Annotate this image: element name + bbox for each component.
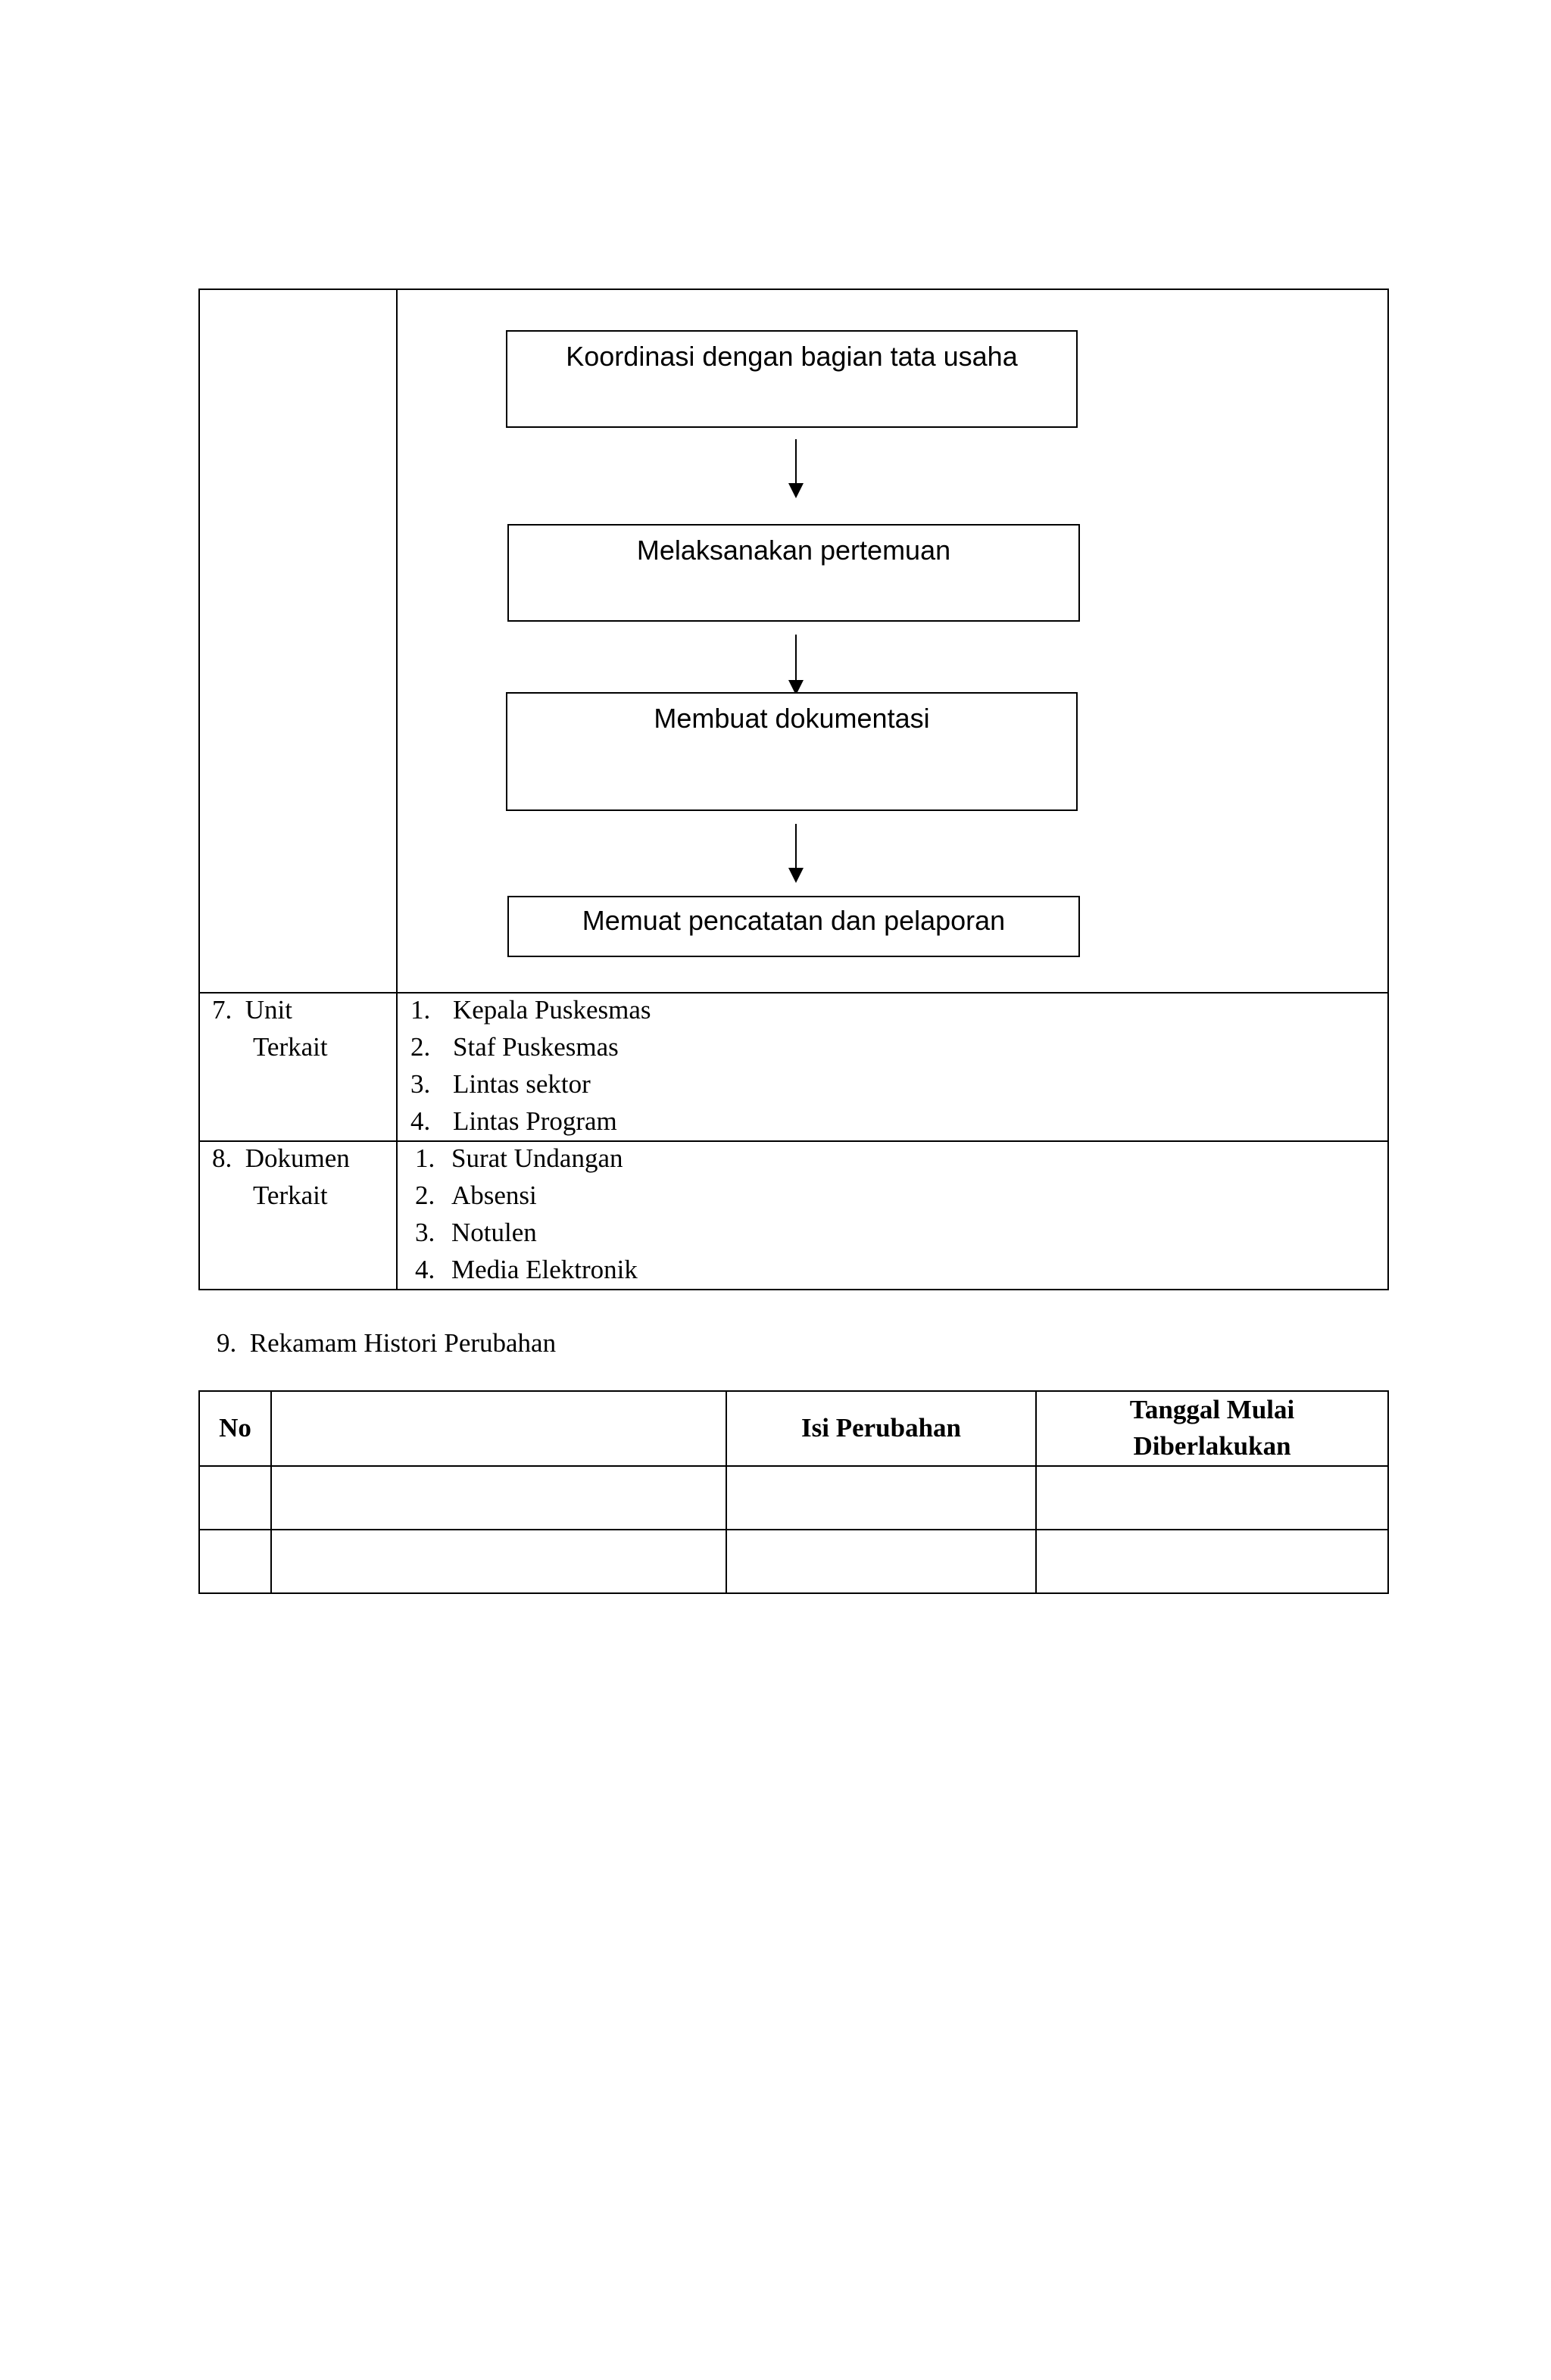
- flow-step-koordinasi: Koordinasi dengan bagian tata usaha: [506, 330, 1078, 428]
- unit-terkait-number: 7.: [212, 995, 232, 1025]
- table-left-border: [198, 289, 200, 1290]
- dokumen-terkait-list: [415, 1140, 638, 1288]
- dokumen-terkait-label-line2: Terkait: [253, 1181, 328, 1210]
- dokumen-terkait-label: [212, 1140, 350, 1214]
- unit-terkait-list: [410, 991, 651, 1140]
- column-header-tanggal-line2: Diberlakukan: [1133, 1431, 1291, 1461]
- column-header-tanggal-line1: Tanggal Mulai: [1129, 1395, 1295, 1424]
- list-item: 1. Surat Undangan: [415, 1143, 623, 1173]
- flow-step-dokumentasi: Membuat dokumentasi: [506, 692, 1078, 811]
- list-item: 3. Lintas sektor: [410, 1069, 591, 1099]
- list-item: 4. Media Elektronik: [415, 1255, 638, 1284]
- column-header-no: No: [219, 1413, 251, 1443]
- arrow-shaft-2: [795, 635, 797, 682]
- row-divider-flow: [198, 992, 1389, 993]
- flow-step-pertemuan: Melaksanakan pertemuan: [507, 524, 1080, 622]
- row-divider-unit: [198, 1140, 1389, 1142]
- table-row: [200, 1467, 1387, 1529]
- arrow-down-icon: [788, 483, 804, 498]
- flow-step-pelaporan: Memuat pencatatan dan pelaporan: [507, 896, 1080, 957]
- dokumen-terkait-number: 8.: [212, 1143, 232, 1173]
- arrow-down-icon: [788, 868, 804, 883]
- list-item: 4. Lintas Program: [410, 1106, 617, 1136]
- arrow-shaft-3: [795, 824, 797, 869]
- column-divider: [396, 289, 398, 1290]
- list-item: 1. Kepala Puskesmas: [410, 995, 651, 1025]
- unit-terkait-label: [212, 991, 328, 1065]
- dokumen-terkait-label-line1: Dokumen: [245, 1143, 350, 1173]
- unit-terkait-label-line1: Unit: [245, 995, 292, 1025]
- table-bottom-border: [198, 1289, 1389, 1290]
- list-item: 2. Staf Puskesmas: [410, 1032, 619, 1062]
- history-heading: [217, 1324, 556, 1362]
- column-header-isi-perubahan: Isi Perubahan: [800, 1413, 962, 1443]
- table-top-border: [198, 289, 1389, 290]
- table-right-border: [1387, 289, 1389, 1290]
- table-row: [200, 1530, 1387, 1592]
- history-heading-text: Rekamam Histori Perubahan: [249, 1328, 557, 1358]
- list-item: 3. Notulen: [415, 1218, 537, 1247]
- history-right-border: [1387, 1390, 1389, 1594]
- column-header-tanggal: [1037, 1392, 1387, 1464]
- unit-terkait-label-line2: Terkait: [253, 1032, 328, 1062]
- arrow-shaft-1: [795, 439, 797, 485]
- list-item: 2. Absensi: [415, 1181, 537, 1210]
- history-table-bottom-border: [198, 1592, 1389, 1594]
- history-heading-number: 9.: [217, 1328, 237, 1358]
